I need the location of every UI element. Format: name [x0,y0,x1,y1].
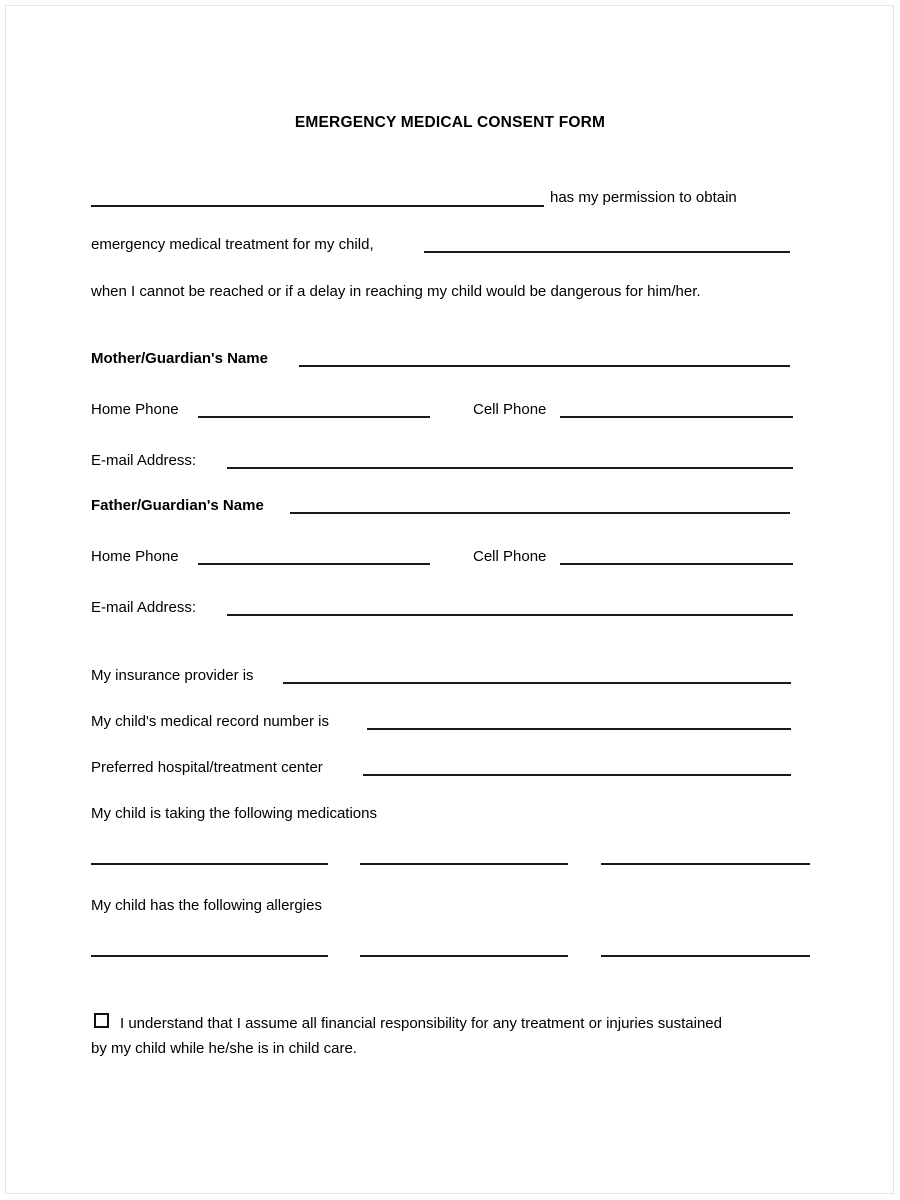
delay-condition-text: when I cannot be reached or if a delay in reaching my child would be dangerous for him/her. [91,283,701,300]
mother-cell-phone-blank[interactable] [560,416,793,418]
financial-responsibility-checkbox[interactable] [94,1013,109,1028]
mother-guardian-name-label: Mother/Guardian's Name [91,350,268,367]
page-title: EMERGENCY MEDICAL CONSENT FORM [294,114,606,131]
allergy-blank-3[interactable] [601,955,810,957]
mother-home-phone-blank[interactable] [198,416,430,418]
permission-grantee-blank[interactable] [91,205,544,207]
mother-home-phone-label: Home Phone [91,401,179,418]
medical-record-number-label: My child's medical record number is [91,713,329,730]
father-email-label: E-mail Address: [91,599,197,616]
child-name-blank[interactable] [424,251,790,253]
medical-record-number-blank[interactable] [367,728,791,730]
father-home-phone-blank[interactable] [198,563,430,565]
father-home-phone-label: Home Phone [91,548,179,565]
medications-label: My child is taking the following medications [91,805,377,822]
medication-blank-3[interactable] [601,863,810,865]
mother-email-blank[interactable] [227,467,793,469]
allergy-blank-1[interactable] [91,955,328,957]
mother-email-label: E-mail Address: [91,452,197,469]
allergy-blank-2[interactable] [360,955,568,957]
mother-cell-phone-label: Cell Phone [473,401,547,418]
father-email-blank[interactable] [227,614,793,616]
mother-guardian-name-blank[interactable] [299,365,790,367]
treatment-child-label: emergency medical treatment for my child, [91,236,374,253]
preferred-hospital-blank[interactable] [363,774,791,776]
allergies-label: My child has the following allergies [91,897,322,914]
preferred-hospital-label: Preferred hospital/treatment center [91,759,323,776]
father-cell-phone-blank[interactable] [560,563,793,565]
medication-blank-2[interactable] [360,863,568,865]
father-cell-phone-label: Cell Phone [473,548,547,565]
insurance-provider-label: My insurance provider is [91,667,254,684]
financial-responsibility-text-line-2: by my child while he/she is in child care. [91,1040,357,1057]
father-guardian-name-label: Father/Guardian's Name [91,497,264,514]
insurance-provider-blank[interactable] [283,682,791,684]
financial-responsibility-text-line-1: I understand that I assume all financial responsibility for any treatment or injuries sustained [120,1015,722,1032]
father-guardian-name-blank[interactable] [290,512,790,514]
medication-blank-1[interactable] [91,863,328,865]
permission-statement-text: has my permission to obtain [550,189,737,206]
